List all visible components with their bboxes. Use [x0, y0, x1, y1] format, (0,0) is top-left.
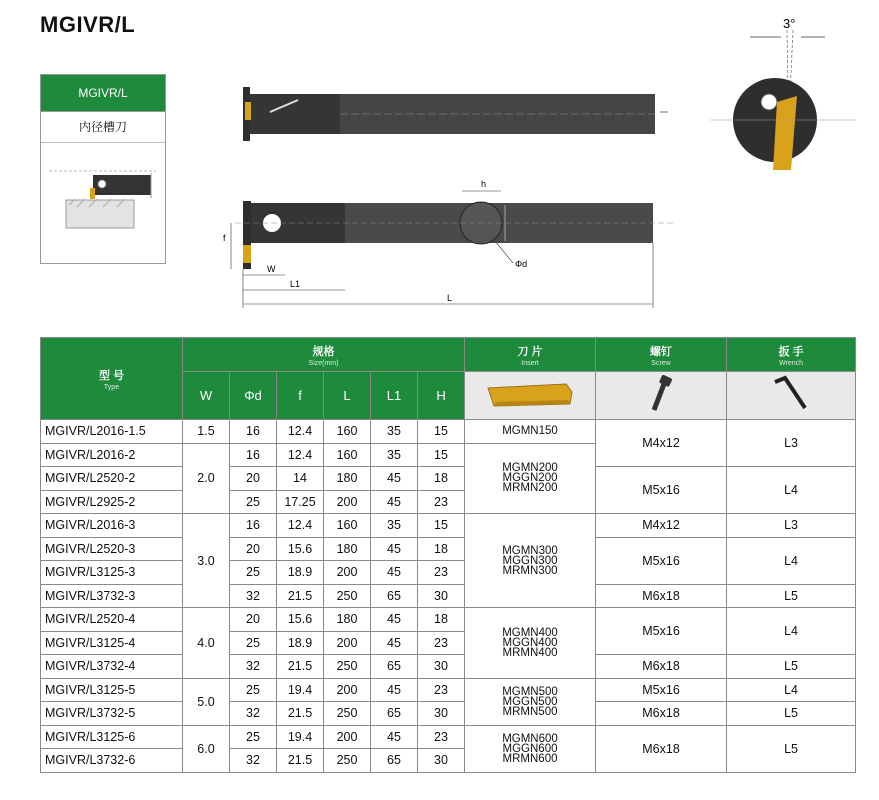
wrench-cell: L5: [727, 725, 856, 772]
wrench-cell: L4: [727, 537, 856, 584]
l-cell: 200: [324, 678, 371, 702]
f-cell: 18.9: [277, 561, 324, 585]
l-cell: 160: [324, 443, 371, 467]
type-cell: MGIVR/L3125-6: [41, 725, 183, 749]
table-row: [41, 678, 856, 702]
application-sketch: [41, 143, 165, 263]
h-cell: 18: [418, 467, 465, 491]
l1-cell: 45: [371, 678, 418, 702]
f-cell: 15.6: [277, 537, 324, 561]
h-cell: 30: [418, 702, 465, 726]
f-cell: 19.4: [277, 678, 324, 702]
wrench-cell: L4: [727, 678, 856, 702]
phid-cell: 32: [230, 702, 277, 726]
col-l: L: [324, 372, 371, 420]
w-cell: 4.0: [183, 608, 230, 679]
l-cell: 160: [324, 420, 371, 444]
l-cell: 200: [324, 631, 371, 655]
h-cell: 23: [418, 561, 465, 585]
f-cell: 15.6: [277, 608, 324, 632]
screw-cell: M5x16: [596, 467, 727, 514]
w-label: W: [267, 264, 276, 274]
type-cell: MGIVR/L2016-2: [41, 443, 183, 467]
h-cell: 23: [418, 631, 465, 655]
table-row: [41, 608, 856, 632]
l-cell: 180: [324, 537, 371, 561]
table-row: [41, 514, 856, 538]
product-card: [40, 74, 166, 264]
f-cell: 14: [277, 467, 324, 491]
l1-cell: 45: [371, 537, 418, 561]
f-cell: 21.5: [277, 655, 324, 679]
table-row: [41, 420, 856, 444]
table-row: [41, 467, 856, 491]
wrench-cell: L4: [727, 467, 856, 514]
insert-cell: MGMN400 MGGN400 MRMN400: [465, 608, 596, 679]
screw-cell: M6x18: [596, 702, 727, 726]
l1-cell: 65: [371, 749, 418, 773]
phid-cell: 16: [230, 420, 277, 444]
insert-cell: MGMN500 MGGN500 MRMN500: [465, 678, 596, 725]
wrench-cell: L5: [727, 655, 856, 679]
col-size: 规格 Size(mm): [183, 338, 465, 372]
wrench-cell: L5: [727, 584, 856, 608]
insert-cell: MGMN150: [465, 420, 596, 444]
phid-cell: 20: [230, 467, 277, 491]
l1-cell: 45: [371, 631, 418, 655]
type-cell: MGIVR/L3732-5: [41, 702, 183, 726]
f-label: f: [223, 233, 226, 243]
l1-cell: 35: [371, 514, 418, 538]
insert-cell: MGMN300 MGGN300 MRMN300: [465, 514, 596, 608]
type-cell: MGIVR/L3125-5: [41, 678, 183, 702]
type-cell: MGIVR/L2016-3: [41, 514, 183, 538]
l-cell: 200: [324, 725, 371, 749]
f-cell: 21.5: [277, 702, 324, 726]
f-cell: 19.4: [277, 725, 324, 749]
phid-cell: 20: [230, 537, 277, 561]
insert-image: [465, 372, 596, 420]
type-cell: MGIVR/L3732-6: [41, 749, 183, 773]
tool-end-view: [705, 10, 860, 190]
screw-cell: M4x12: [596, 420, 727, 467]
spec-table: [40, 337, 856, 773]
l-cell: 200: [324, 490, 371, 514]
l1-label: L1: [290, 279, 301, 289]
phid-cell: 20: [230, 608, 277, 632]
angle-label: 3°: [783, 16, 796, 31]
w-cell: 5.0: [183, 678, 230, 725]
wrench-cell: L4: [727, 608, 856, 655]
h-cell: 15: [418, 420, 465, 444]
f-cell: 21.5: [277, 749, 324, 773]
type-cell: MGIVR/L2520-4: [41, 608, 183, 632]
col-f: f: [277, 372, 324, 420]
l1-cell: 45: [371, 490, 418, 514]
table-row: [41, 702, 856, 726]
screw-cell: M6x18: [596, 655, 727, 679]
f-cell: 12.4: [277, 420, 324, 444]
l1-cell: 65: [371, 702, 418, 726]
insert-cell: MGMN600 MGGN600 MRMN600: [465, 725, 596, 772]
screw-image: [596, 372, 727, 420]
type-cell: MGIVR/L2520-3: [41, 537, 183, 561]
type-cell: MGIVR/L3125-4: [41, 631, 183, 655]
l-cell: 250: [324, 749, 371, 773]
l1-cell: 35: [371, 443, 418, 467]
screw-cell: M5x16: [596, 678, 727, 702]
w-cell: 6.0: [183, 725, 230, 772]
col-w: W: [183, 372, 230, 420]
l1-cell: 45: [371, 725, 418, 749]
h-cell: 30: [418, 584, 465, 608]
l-cell: 250: [324, 584, 371, 608]
h-cell: 15: [418, 514, 465, 538]
l1-cell: 45: [371, 467, 418, 491]
h-cell: 30: [418, 749, 465, 773]
phid-cell: 25: [230, 678, 277, 702]
col-insert: 刀 片 Insert: [465, 338, 596, 372]
col-l1: L1: [371, 372, 418, 420]
w-cell: 1.5: [183, 420, 230, 444]
f-cell: 18.9: [277, 631, 324, 655]
h-cell: 23: [418, 725, 465, 749]
phid-cell: 25: [230, 631, 277, 655]
l-cell: 200: [324, 561, 371, 585]
tool-side-view: [240, 82, 670, 146]
phid-cell: 25: [230, 725, 277, 749]
phi-d-label: Φd: [515, 259, 528, 269]
h-cell: 23: [418, 490, 465, 514]
phid-cell: 16: [230, 514, 277, 538]
phid-cell: 32: [230, 584, 277, 608]
l-cell: 180: [324, 608, 371, 632]
col-type: 型 号 Type: [41, 338, 183, 420]
w-cell: 3.0: [183, 514, 230, 608]
wrench-cell: L3: [727, 420, 856, 467]
col-wrench: 扳 手 Wrench: [727, 338, 856, 372]
wrench-cell: L5: [727, 702, 856, 726]
type-cell: MGIVR/L2520-2: [41, 467, 183, 491]
l-label: L: [447, 293, 453, 303]
screw-cell: M5x16: [596, 608, 727, 655]
h-cell: 23: [418, 678, 465, 702]
col-phid: Φd: [230, 372, 277, 420]
l1-cell: 45: [371, 608, 418, 632]
phid-cell: 25: [230, 490, 277, 514]
page-title: MGIVR/L: [40, 12, 136, 37]
h-cell: 18: [418, 537, 465, 561]
l-cell: 180: [324, 467, 371, 491]
l1-cell: 65: [371, 584, 418, 608]
insert-cell: MGMN200 MGGN200 MRMN200: [465, 443, 596, 514]
f-cell: 21.5: [277, 584, 324, 608]
phid-cell: 16: [230, 443, 277, 467]
table-row: [41, 725, 856, 749]
h-cell: 15: [418, 443, 465, 467]
table-row: [41, 584, 856, 608]
f-cell: 12.4: [277, 514, 324, 538]
col-screw: 螺钉 Screw: [596, 338, 727, 372]
phid-cell: 32: [230, 749, 277, 773]
product-card-header: MGIVR/L: [41, 75, 165, 112]
type-cell: MGIVR/L3732-4: [41, 655, 183, 679]
phid-cell: 25: [230, 561, 277, 585]
screw-cell: M6x18: [596, 584, 727, 608]
screw-cell: M5x16: [596, 537, 727, 584]
product-card-subtitle: 内径槽刀: [41, 112, 165, 143]
type-cell: MGIVR/L2925-2: [41, 490, 183, 514]
l1-cell: 45: [371, 561, 418, 585]
f-cell: 17.25: [277, 490, 324, 514]
h-cell: 18: [418, 608, 465, 632]
h-cell: 30: [418, 655, 465, 679]
l1-cell: 65: [371, 655, 418, 679]
l1-cell: 35: [371, 420, 418, 444]
screw-cell: M6x18: [596, 725, 727, 772]
l-cell: 250: [324, 655, 371, 679]
wrench-cell: L3: [727, 514, 856, 538]
wrench-image: [727, 372, 856, 420]
f-cell: 12.4: [277, 443, 324, 467]
type-cell: MGIVR/L3732-3: [41, 584, 183, 608]
table-row: [41, 655, 856, 679]
col-h: H: [418, 372, 465, 420]
l-cell: 250: [324, 702, 371, 726]
phid-cell: 32: [230, 655, 277, 679]
h-label: h: [481, 179, 487, 189]
tool-top-view: [215, 175, 675, 315]
w-cell: 2.0: [183, 443, 230, 514]
type-cell: MGIVR/L2016-1.5: [41, 420, 183, 444]
type-cell: MGIVR/L3125-3: [41, 561, 183, 585]
table-row: [41, 537, 856, 561]
screw-cell: M4x12: [596, 514, 727, 538]
l-cell: 160: [324, 514, 371, 538]
